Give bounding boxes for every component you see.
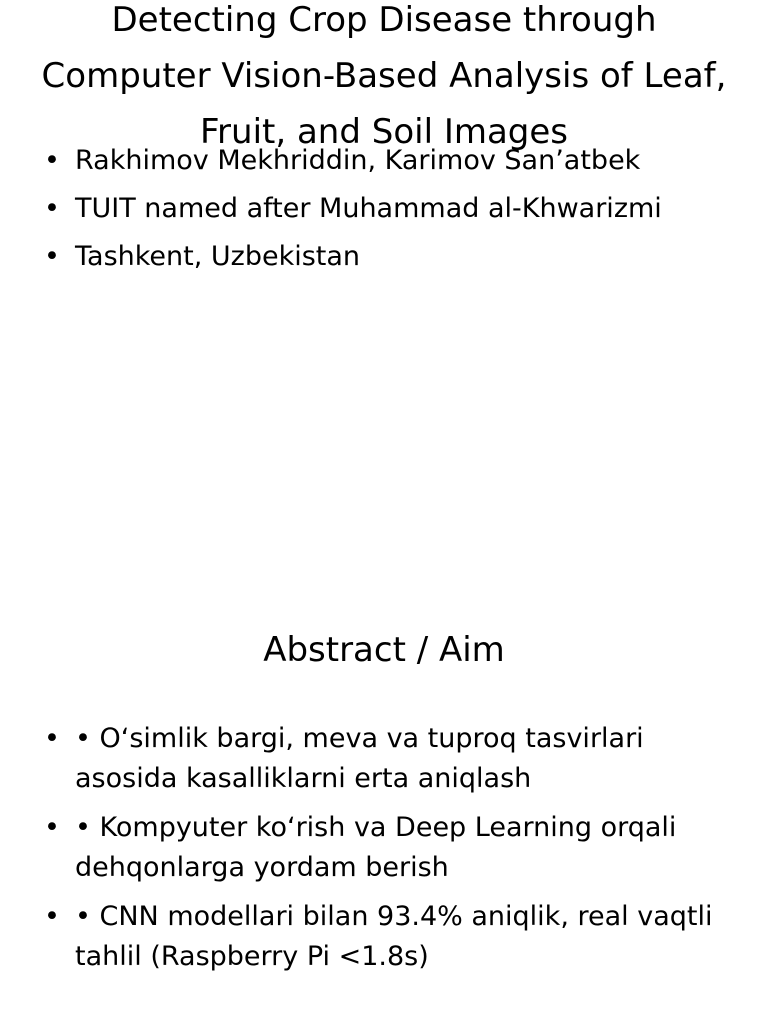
bullet-icon: • xyxy=(44,812,60,843)
bullet-icon: • xyxy=(44,901,60,932)
list-item xyxy=(44,238,734,275)
author-info-list xyxy=(44,142,734,286)
bullet-icon: • xyxy=(44,241,60,272)
list-item xyxy=(44,897,734,977)
abstract-point: • CNN modellari bilan 93.4% aniqlik, real vaqtli tahlil (Raspberry Pi <1.8s) xyxy=(75,901,713,972)
bullet-icon: • xyxy=(44,193,60,224)
abstract-point: • Oʻsimlik bargi, meva va tuproq tasvirlari asosida kasalliklarni erta aniqlash xyxy=(75,723,644,794)
institution-text: TUIT named after Muhammad al-Khwarizmi xyxy=(75,193,662,224)
list-item xyxy=(44,142,734,179)
section-title: Abstract / Aim xyxy=(263,630,505,670)
abstract-point: • Kompyuter koʻrish va Deep Learning orqali dehqonlarga yordam berish xyxy=(75,812,677,883)
authors-text: Rakhimov Mekhriddin, Karimov San’atbek xyxy=(75,145,641,176)
abstract-list xyxy=(44,719,734,986)
bullet-icon: • xyxy=(44,145,60,176)
list-item xyxy=(44,719,734,799)
location-text: Tashkent, Uzbekistan xyxy=(75,241,361,272)
presentation-title: Detecting Crop Disease through Computer Vision-Based Analysis of Leaf, Fruit, and Soil Images xyxy=(41,0,727,152)
bullet-icon: • xyxy=(44,723,60,754)
list-item xyxy=(44,190,734,227)
slide-abstract xyxy=(0,512,768,1024)
list-item xyxy=(44,808,734,888)
